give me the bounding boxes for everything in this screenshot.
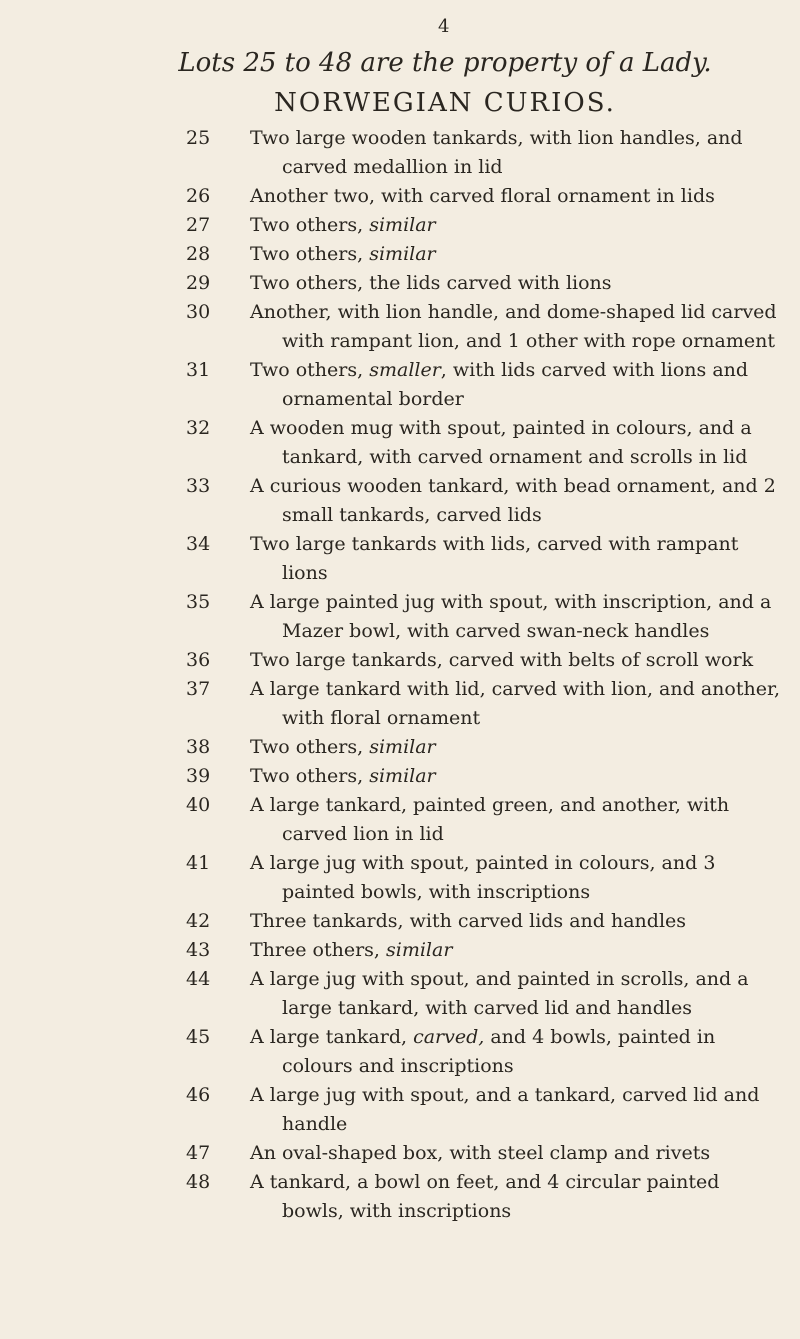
lot-number: 32	[186, 417, 211, 439]
lot-description: A wooden mug with spout, painted in colours, and a tankard, with carved ornament and scrolls in lid	[250, 417, 752, 468]
lot-number: 28	[186, 243, 211, 265]
lot-description: An oval-shaped box, with steel clamp and rivets	[250, 1142, 711, 1164]
lot-number: 37	[186, 678, 211, 700]
lot-description: A large jug with spout, and painted in scrolls, and a large tankard, with carved lid and handles	[250, 968, 749, 1019]
lot-description: A large tankard, carved, and 4 bowls, painted in colours and inscriptions	[250, 1026, 716, 1077]
lot-list	[0, 124, 800, 1226]
lot-description: Another, with lion handle, and dome-shaped lid carved with rampant lion, and 1 other with rope ornament	[250, 301, 777, 352]
lot-number: 29	[186, 272, 211, 294]
lot-number: 34	[186, 533, 211, 555]
lot-number: 27	[186, 214, 211, 236]
lot-number: 48	[186, 1171, 211, 1193]
lot-description: Two others, the lids carved with lions	[250, 272, 612, 294]
lot-description: A large tankard with lid, carved with lion, and another, with floral ornament	[250, 678, 780, 729]
lot-entry	[0, 211, 800, 240]
lot-number: 26	[186, 185, 211, 207]
lot-entry	[0, 1168, 800, 1226]
lot-entry	[0, 791, 800, 849]
lot-description: Two large wooden tankards, with lion handles, and carved medallion in lid	[250, 127, 743, 178]
lot-number: 39	[186, 765, 211, 787]
lot-entry	[0, 588, 800, 646]
lot-entry	[0, 907, 800, 936]
page-heading: Lots 25 to 48 are the property of a Lady.	[178, 48, 712, 78]
lot-description: A large tankard, painted green, and another, with carved lion in lid	[250, 794, 730, 845]
lot-description: Three tankards, with carved lids and handles	[250, 910, 687, 932]
lot-description: Two others, similar	[250, 243, 436, 265]
lot-number: 36	[186, 649, 211, 671]
lot-number: 35	[186, 591, 211, 613]
lot-entry	[0, 269, 800, 298]
lot-entry	[0, 240, 800, 269]
lot-number: 43	[186, 939, 211, 961]
lot-description: A curious wooden tankard, with bead ornament, and 2 small tankards, carved lids	[250, 475, 776, 526]
lot-description: A large jug with spout, painted in colours, and 3 painted bowls, with inscriptions	[250, 852, 716, 903]
lot-description: Two others, similar	[250, 736, 436, 758]
lot-description: A large jug with spout, and a tankard, carved lid and handle	[250, 1084, 760, 1135]
lot-number: 33	[186, 475, 211, 497]
lot-entry	[0, 472, 800, 530]
lot-number: 30	[186, 301, 211, 323]
lot-entry	[0, 530, 800, 588]
lot-number: 47	[186, 1142, 211, 1164]
lot-entry	[0, 182, 800, 211]
lot-description: A large painted jug with spout, with inscription, and a Mazer bowl, with carved swan-neck handles	[250, 591, 772, 642]
lot-entry	[0, 356, 800, 414]
lot-entry	[0, 1139, 800, 1168]
lot-number: 40	[186, 794, 211, 816]
lot-number: 44	[186, 968, 211, 990]
lot-description: Two large tankards, carved with belts of scroll work	[250, 649, 754, 671]
lot-entry	[0, 1081, 800, 1139]
lot-entry	[0, 414, 800, 472]
lot-number: 42	[186, 910, 211, 932]
lot-number: 45	[186, 1026, 211, 1048]
lot-entry	[0, 124, 800, 182]
section-title: NORWEGIAN CURIOS.	[274, 88, 616, 118]
page-number: 4	[438, 16, 450, 37]
lot-number: 25	[186, 127, 211, 149]
lot-description: Two large tankards with lids, carved with rampant lions	[250, 533, 739, 584]
lot-entry	[0, 936, 800, 965]
lot-number: 46	[186, 1084, 211, 1106]
lot-entry	[0, 965, 800, 1023]
lot-entry	[0, 646, 800, 675]
lot-description: Two others, smaller, with lids carved with lions and ornamental border	[250, 359, 749, 410]
lot-number: 31	[186, 359, 211, 381]
lot-description: Two others, similar	[250, 214, 436, 236]
lot-description: Two others, similar	[250, 765, 436, 787]
lot-description: Another two, with carved floral ornament in lids	[250, 185, 715, 207]
lot-entry	[0, 849, 800, 907]
lot-description: A tankard, a bowl on feet, and 4 circular painted bowls, with inscriptions	[250, 1171, 720, 1222]
lot-entry	[0, 298, 800, 356]
lot-number: 38	[186, 736, 211, 758]
lot-description: Three others, similar	[250, 939, 453, 961]
lot-entry	[0, 762, 800, 791]
lot-number: 41	[186, 852, 211, 874]
lot-entry	[0, 733, 800, 762]
lot-entry	[0, 675, 800, 733]
lot-entry	[0, 1023, 800, 1081]
